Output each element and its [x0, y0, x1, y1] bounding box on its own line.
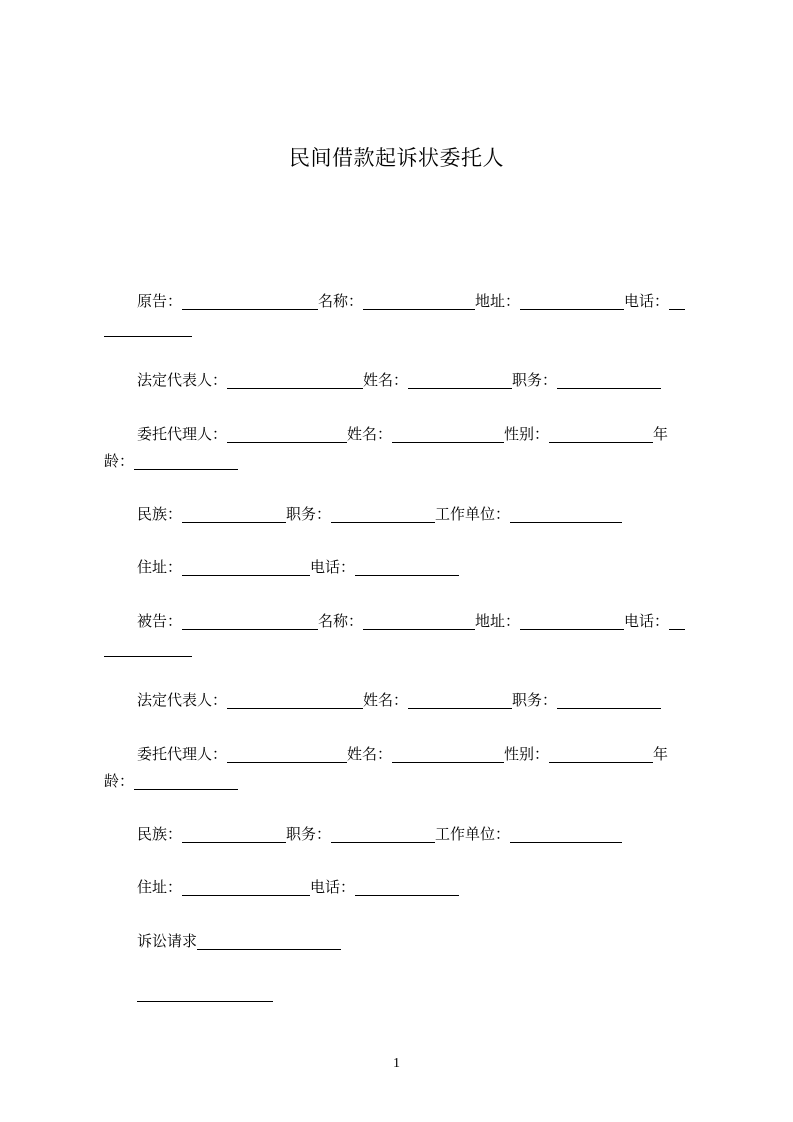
plaintiff-ethnicity-blank[interactable]: [182, 504, 286, 523]
defendant-residence-row: [137, 877, 459, 897]
defendant-legal-rep-label: 法定代表人：: [137, 691, 228, 709]
plaintiff-residence-label: 住址：: [137, 558, 183, 576]
document-title: 民间借款起诉状委托人: [289, 146, 504, 170]
defendant-employer-label: 工作单位：: [435, 825, 511, 843]
plaintiff-address-blank[interactable]: [520, 291, 624, 310]
defendant-legal-rep-blank[interactable]: [227, 690, 363, 709]
defendant-position-label: 职务：: [286, 825, 332, 843]
plaintiff-agent-gender-label: 性别：: [504, 425, 550, 443]
plaintiff-residence-phone-blank[interactable]: [355, 557, 459, 576]
plaintiff-legal-rep-name-blank[interactable]: [408, 370, 512, 389]
plaintiff-agent-name-label: 姓名：: [347, 425, 393, 443]
plaintiff-residence-blank[interactable]: [182, 557, 310, 576]
plaintiff-agent-blank[interactable]: [227, 424, 347, 443]
plaintiff-phone-blank-end[interactable]: [104, 318, 192, 337]
plaintiff-legal-rep-row: [137, 370, 661, 390]
defendant-ethnicity-row: [137, 824, 622, 844]
defendant-age-label-part1: 年: [653, 745, 669, 763]
defendant-employer-blank[interactable]: [510, 824, 622, 843]
plaintiff-residence-row: [137, 557, 459, 577]
defendant-agent-label: 委托代理人：: [137, 745, 228, 763]
defendant-ethnicity-blank[interactable]: [182, 824, 286, 843]
defendant-phone-continuation: [104, 638, 192, 658]
claims-continuation-blank[interactable]: [137, 983, 273, 1002]
defendant-blank[interactable]: [182, 611, 318, 630]
defendant-legal-rep-row: [137, 690, 661, 710]
plaintiff-agent-gender-blank[interactable]: [549, 424, 653, 443]
plaintiff-label: 原告：: [137, 292, 183, 310]
claims-continuation-row: [137, 983, 273, 1003]
plaintiff-agent-name-blank[interactable]: [392, 424, 504, 443]
plaintiff-age-blank[interactable]: [134, 451, 238, 470]
plaintiff-name-label: 名称：: [318, 292, 364, 310]
defendant-phone-blank-end[interactable]: [104, 638, 192, 657]
defendant-residence-label: 住址：: [137, 878, 183, 896]
plaintiff-position-label: 职务：: [286, 505, 332, 523]
defendant-position-blank[interactable]: [331, 824, 435, 843]
plaintiff-employer-blank[interactable]: [510, 504, 622, 523]
defendant-agent-row: [137, 744, 668, 764]
plaintiff-age-continuation: [104, 451, 238, 471]
defendant-agent-name-blank[interactable]: [392, 744, 504, 763]
defendant-age-continuation: [104, 771, 238, 791]
claims-row: [137, 931, 341, 951]
defendant-legal-rep-position-label: 职务：: [512, 691, 558, 709]
defendant-agent-name-label: 姓名：: [347, 745, 393, 763]
plaintiff-agent-row: [137, 424, 668, 444]
defendant-label: 被告：: [137, 612, 183, 630]
claims-blank[interactable]: [197, 931, 341, 950]
plaintiff-age-label-part2: 龄：: [104, 452, 135, 470]
plaintiff-address-label: 地址：: [475, 292, 521, 310]
page-number: 1: [393, 1056, 400, 1071]
plaintiff-position-blank[interactable]: [331, 504, 435, 523]
plaintiff-age-label-part1: 年: [653, 425, 669, 443]
plaintiff-legal-rep-position-blank[interactable]: [557, 370, 661, 389]
defendant-agent-gender-label: 性别：: [504, 745, 550, 763]
plaintiff-legal-rep-name-label: 姓名：: [363, 371, 409, 389]
defendant-agent-blank[interactable]: [227, 744, 347, 763]
plaintiff-legal-rep-blank[interactable]: [227, 370, 363, 389]
defendant-legal-rep-name-blank[interactable]: [408, 690, 512, 709]
plaintiff-phone-label: 电话：: [624, 292, 670, 310]
plaintiff-ethnicity-label: 民族：: [137, 505, 183, 523]
defendant-ethnicity-label: 民族：: [137, 825, 183, 843]
defendant-legal-rep-name-label: 姓名：: [363, 691, 409, 709]
plaintiff-legal-rep-position-label: 职务：: [512, 371, 558, 389]
defendant-phone-label: 电话：: [624, 612, 670, 630]
plaintiff-ethnicity-row: [137, 504, 622, 524]
plaintiff-legal-rep-label: 法定代表人：: [137, 371, 228, 389]
defendant-residence-phone-blank[interactable]: [355, 877, 459, 896]
defendant-address-label: 地址：: [475, 612, 521, 630]
defendant-residence-phone-label: 电话：: [310, 878, 356, 896]
defendant-legal-rep-position-blank[interactable]: [557, 690, 661, 709]
plaintiff-residence-phone-label: 电话：: [310, 558, 356, 576]
defendant-address-blank[interactable]: [520, 611, 624, 630]
plaintiff-agent-label: 委托代理人：: [137, 425, 228, 443]
defendant-age-label-part2: 龄：: [104, 772, 135, 790]
defendant-name-label: 名称：: [318, 612, 364, 630]
defendant-row: [137, 611, 685, 631]
defendant-name-blank[interactable]: [363, 611, 475, 630]
defendant-residence-blank[interactable]: [182, 877, 310, 896]
plaintiff-name-blank[interactable]: [363, 291, 475, 310]
claims-label: 诉讼请求: [137, 932, 198, 950]
plaintiff-phone-continuation: [104, 318, 192, 338]
defendant-phone-blank-start[interactable]: [669, 611, 685, 630]
plaintiff-blank[interactable]: [182, 291, 318, 310]
plaintiff-row: [137, 291, 685, 311]
plaintiff-employer-label: 工作单位：: [435, 505, 511, 523]
defendant-agent-gender-blank[interactable]: [549, 744, 653, 763]
plaintiff-phone-blank-start[interactable]: [669, 291, 685, 310]
defendant-age-blank[interactable]: [134, 771, 238, 790]
